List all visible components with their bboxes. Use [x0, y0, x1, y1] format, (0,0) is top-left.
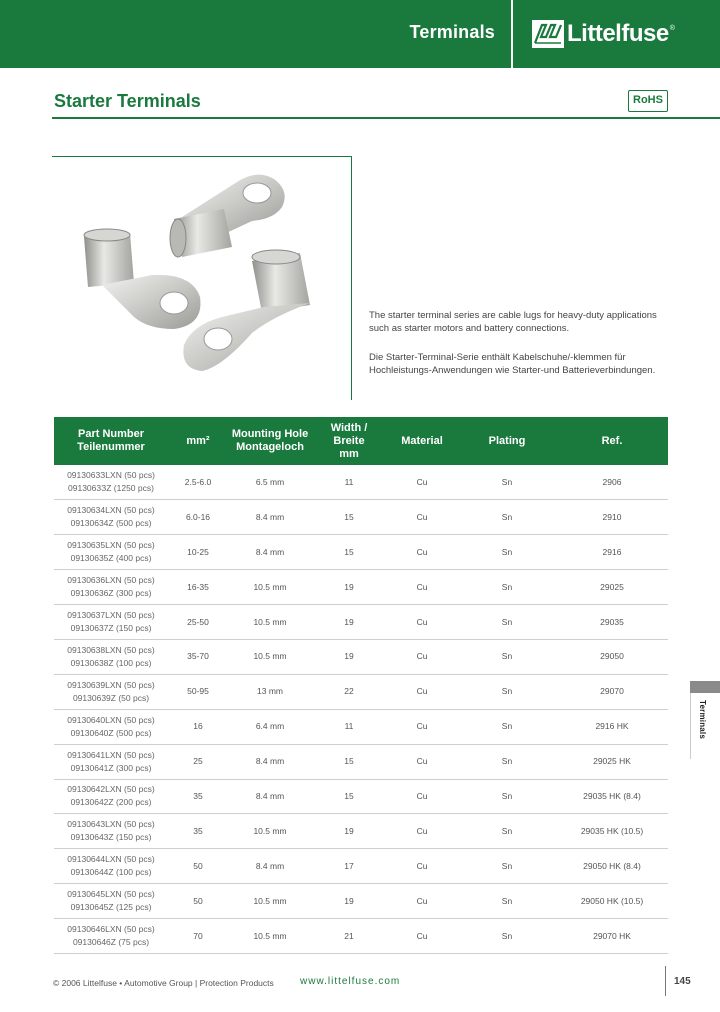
cell-mm2: 35 — [193, 825, 203, 836]
part-number-line: 09130640LXN (50 pcs) — [67, 714, 155, 725]
side-tab-label: Terminals — [698, 700, 707, 739]
col-header-plating: Plating — [488, 434, 526, 447]
header-divider — [511, 0, 513, 68]
cell-mm2: 10-25 — [187, 546, 209, 557]
cell-ref: 29050 — [600, 651, 624, 662]
cell-mm2: 16-35 — [187, 581, 209, 592]
cell-mounting-hole: 13 mm — [257, 686, 283, 697]
cell-mm2: 6.0-16 — [185, 511, 211, 522]
cell-width: 19 — [344, 651, 354, 662]
cell-mounting-hole: 8.4 mm — [255, 790, 285, 801]
cell-mounting-hole: 10.5 mm — [253, 581, 287, 592]
cell-part-number — [54, 884, 168, 919]
table-row — [54, 849, 668, 884]
table-row — [54, 814, 668, 849]
description-german: Die Starter-Terminal-Serie enthält Kabelschuhe/-klemmen für Hochleistungs-Anwendungen wie Starter-und Batterieverbindungen. — [369, 352, 656, 376]
part-number-line: 09130641Z (300 pcs) — [70, 762, 152, 773]
footer-website-link[interactable]: www.littelfuse.com — [300, 976, 401, 987]
page-title: Starter Terminals — [54, 91, 201, 111]
mounting-hole-label-de: Montageloch — [236, 441, 304, 453]
cell-plating: Sn — [501, 721, 513, 732]
starter-terminals-image — [52, 157, 352, 400]
cell-width: 15 — [344, 511, 354, 522]
part-number-line: 09130635LXN (50 pcs) — [67, 540, 155, 551]
product-photo — [52, 156, 352, 400]
footer-copyright: © 2006 Littelfuse • Automotive Group | Protection Products — [53, 978, 274, 988]
part-number-line: 09130639LXN (50 pcs) — [67, 679, 155, 690]
part-number-label: Part Number — [77, 428, 145, 440]
cell-material: Cu — [416, 756, 428, 767]
description-english: The starter terminal series are cable lugs for heavy-duty applications such as starter motors and battery connections. — [369, 310, 657, 334]
cell-material: Cu — [416, 546, 428, 557]
part-number-line: 09130642LXN (50 pcs) — [67, 784, 155, 795]
brand-trademark: ® — [669, 24, 675, 32]
part-number-line: 09130645LXN (50 pcs) — [67, 889, 155, 900]
table-row — [54, 919, 668, 954]
cell-plating: Sn — [501, 790, 513, 801]
cell-mm2: 35 — [193, 790, 203, 801]
part-number-line: 09130634LXN (50 pcs) — [67, 505, 155, 516]
cell-mm2: 50-95 — [187, 686, 209, 697]
part-number-line: 09130643Z (150 pcs) — [70, 832, 152, 843]
table-row — [54, 709, 668, 744]
cell-material: Cu — [416, 930, 428, 941]
table-row — [54, 535, 668, 570]
part-number-line: 0913063ЗLXN (50 pcs) — [67, 470, 155, 481]
cell-mm2: 16 — [193, 721, 203, 732]
cell-plating: Sn — [501, 895, 513, 906]
cell-ref: 29025 HK — [593, 756, 631, 767]
part-number-line: 09130637LXN (50 pcs) — [67, 610, 155, 620]
cell-plating: Sn — [501, 511, 513, 522]
cell-ref: 29050 HK (8.4) — [583, 860, 641, 871]
cell-mm2: 2.5-6.0 — [184, 476, 212, 487]
col-header-part-number — [54, 417, 168, 465]
cell-plating: Sn — [501, 476, 513, 487]
cell-mm2: 35-70 — [187, 651, 209, 662]
part-number-line: 09130644Z (100 pcs) — [70, 867, 152, 878]
part-number-line: 09130638LXN (50 pcs) — [67, 644, 155, 655]
cell-part-number — [54, 744, 168, 779]
part-number-line: 09130640Z (500 pcs) — [70, 727, 152, 738]
cell-plating: Sn — [501, 581, 513, 592]
cell-part-number — [54, 779, 168, 814]
cell-width: 15 — [344, 756, 354, 767]
table-row — [54, 674, 668, 709]
cell-width: 17 — [344, 860, 354, 871]
cell-plating: Sn — [501, 616, 513, 627]
cell-width: 19 — [344, 895, 354, 906]
cell-ref: 29050 HK (10.5) — [580, 895, 644, 906]
cell-part-number — [54, 919, 168, 954]
cell-material: Cu — [416, 721, 428, 732]
part-number-line: 09130642Z (200 pcs) — [70, 797, 152, 808]
cell-width: 15 — [344, 546, 354, 557]
side-tab-marker — [690, 681, 720, 693]
cell-plating: Sn — [501, 756, 513, 767]
cell-mounting-hole: 8.4 mm — [255, 860, 285, 871]
table-row — [54, 779, 668, 814]
footer-divider — [665, 966, 666, 996]
cell-ref: 29035 HK (8.4) — [583, 790, 641, 801]
cell-ref: 29070 — [600, 686, 624, 697]
cell-mounting-hole: 10.5 mm — [253, 825, 287, 836]
cell-mounting-hole: 8.4 mm — [255, 546, 285, 557]
table-row — [54, 639, 668, 674]
cell-ref: 29035 — [600, 616, 624, 627]
cell-width: 19 — [344, 825, 354, 836]
table-row — [54, 500, 668, 535]
cell-ref: 2906 — [602, 476, 622, 487]
col-header-material: Material — [401, 434, 443, 447]
col-header-mm2: mm² — [186, 434, 210, 447]
table-row — [54, 744, 668, 779]
part-number-line: 09130645Z (125 pcs) — [70, 902, 152, 913]
cell-ref: 2916 HK — [595, 721, 629, 732]
table-header-row — [54, 417, 668, 465]
part-number-line: 09130634Z (500 pcs) — [70, 518, 152, 529]
cell-material: Cu — [416, 651, 428, 662]
cell-part-number — [54, 709, 168, 744]
part-number-line: 0913063ЗZ (1250 pcs) — [68, 483, 154, 494]
part-number-line: 09130644LXN (50 pcs) — [67, 854, 155, 865]
cell-width: 21 — [344, 930, 354, 941]
cell-mm2: 25 — [193, 756, 203, 767]
cell-plating: Sn — [501, 825, 513, 836]
lug-right — [183, 250, 310, 371]
part-number-label-de: Teilenummer — [77, 441, 145, 453]
part-number-line: 09130638Z (100 pcs) — [70, 657, 152, 668]
cell-part-number — [54, 605, 168, 640]
width-label: Width / Breite — [330, 421, 368, 447]
cell-width: 19 — [344, 616, 354, 627]
cell-material: Cu — [416, 895, 428, 906]
littelfuse-logo-icon — [532, 20, 564, 48]
rohs-badge: RoHS — [628, 90, 668, 112]
cell-ref: 29070 HK — [593, 930, 631, 941]
cell-ref: 29035 HK (10.5) — [580, 825, 644, 836]
cell-mm2: 25-50 — [187, 616, 209, 627]
part-number-line: 09130636Z (300 pcs) — [70, 588, 152, 599]
lug-top — [170, 175, 285, 257]
cell-ref: 2910 — [602, 511, 622, 522]
part-number-line: 09130639Z (50 pcs) — [72, 692, 150, 703]
cell-plating: Sn — [501, 651, 513, 662]
table-row — [54, 465, 668, 500]
cell-mm2: 50 — [193, 895, 203, 906]
cell-material: Cu — [416, 511, 428, 522]
cell-material: Cu — [416, 616, 428, 627]
cell-width: 11 — [344, 476, 354, 487]
cell-mounting-hole: 10.5 mm — [253, 930, 287, 941]
brand-name: Littelfuse — [567, 20, 669, 47]
part-number-line: 09130646LXN (50 pcs) — [67, 924, 155, 935]
page-header — [0, 0, 720, 68]
cell-part-number — [54, 674, 168, 709]
title-rule — [52, 117, 720, 119]
cell-material: Cu — [416, 686, 428, 697]
part-number-line: 09130637Z (150 pcs) — [70, 623, 152, 633]
cell-part-number — [54, 849, 168, 884]
part-number-line: 09130643LXN (50 pcs) — [67, 819, 155, 830]
cell-plating: Sn — [501, 860, 513, 871]
table-row — [54, 605, 668, 640]
cell-ref: 29025 — [600, 581, 624, 592]
col-header-mounting-hole — [228, 417, 312, 465]
specifications-table — [54, 417, 668, 954]
part-number-line: 09130635Z (400 pcs) — [70, 553, 152, 564]
mounting-hole-label: Mounting Hole — [231, 428, 309, 440]
cell-mounting-hole: 8.4 mm — [255, 511, 285, 522]
cell-mounting-hole: 6.5 mm — [255, 476, 285, 487]
cell-material: Cu — [416, 825, 428, 836]
table-row — [54, 570, 668, 605]
cell-part-number — [54, 814, 168, 849]
cell-material: Cu — [416, 790, 428, 801]
cell-plating: Sn — [501, 686, 513, 697]
cell-part-number — [54, 465, 168, 500]
table-row — [54, 884, 668, 919]
cell-mounting-hole: 10.5 mm — [253, 895, 287, 906]
cell-part-number — [54, 500, 168, 535]
cell-width: 19 — [344, 581, 354, 592]
cell-mounting-hole: 10.5 mm — [253, 651, 287, 662]
brand-logo — [532, 20, 675, 48]
width-unit-label: mm — [339, 447, 359, 460]
part-number-line: 09130636LXN (50 pcs) — [67, 575, 155, 586]
header-section-title: Terminals — [409, 22, 495, 42]
cell-material: Cu — [416, 476, 428, 487]
col-header-ref: Ref. — [601, 434, 623, 447]
part-number-line: 09130646Z (75 pcs) — [72, 937, 150, 948]
part-number-line: 09130641LXN (50 pcs) — [67, 749, 155, 760]
cell-mounting-hole: 6.4 mm — [255, 721, 285, 732]
cell-part-number — [54, 570, 168, 605]
cell-width: 15 — [344, 790, 354, 801]
cell-width: 11 — [344, 721, 354, 732]
col-header-width — [312, 417, 386, 465]
page-number: 145 — [674, 976, 691, 987]
cell-plating: Sn — [501, 546, 513, 557]
cell-mounting-hole: 10.5 mm — [253, 616, 287, 627]
cell-ref: 2916 — [602, 546, 622, 557]
cell-material: Cu — [416, 860, 428, 871]
cell-mounting-hole: 8.4 mm — [255, 756, 285, 767]
cell-plating: Sn — [501, 930, 513, 941]
cell-mm2: 70 — [193, 930, 203, 941]
cell-part-number — [54, 639, 168, 674]
cell-material: Cu — [416, 581, 428, 592]
cell-mm2: 50 — [193, 860, 203, 871]
cell-part-number — [54, 535, 168, 570]
cell-width: 22 — [344, 686, 354, 697]
